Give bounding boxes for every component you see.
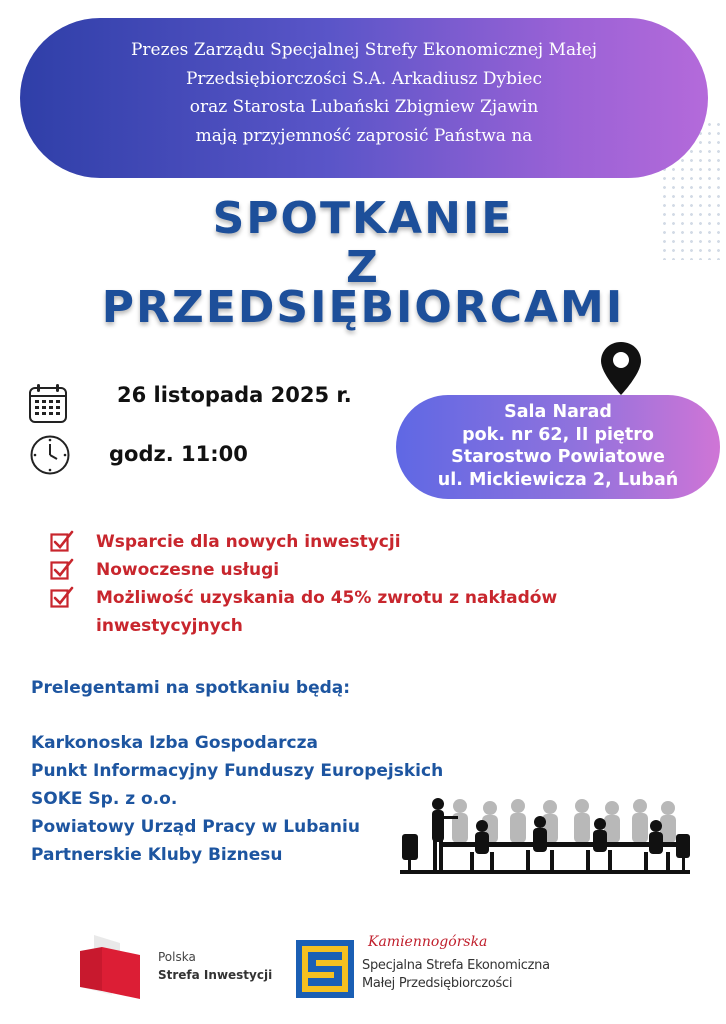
checkbox-icon [50, 558, 74, 580]
ssemp-logo [296, 940, 354, 998]
location-line: ul. Mickiewicza 2, Lubań [437, 469, 679, 490]
benefit-item: Nowoczesne usługi [96, 560, 280, 580]
speaker-item: Karkonoska Izba Gospodarcza [31, 733, 318, 753]
invitation-line: oraz Starosta Lubański Zbigniew Zjawin [189, 97, 539, 117]
psi-logo-text-line2: Strefa Inwestycji [158, 968, 273, 982]
invitation-line: mają przyjemność zaprosić Państwa na [195, 125, 533, 146]
event-title-line1: SPOTKANIE [212, 193, 514, 244]
event-title-line3: PRZEDSIĘBIORCAMI [101, 282, 625, 333]
invitation-line: Przedsiębiorczości S.A. Arkadiusz Dybiec [185, 68, 543, 89]
event-time: godz. 11:00 [109, 442, 248, 466]
speaker-item: Partnerskie Kluby Biznesu [31, 845, 283, 865]
speaker-item: Punkt Informacyjny Funduszy Europejskich [31, 761, 444, 781]
clock-icon [29, 434, 71, 476]
speaker-item: SOKE Sp. z o.o. [31, 789, 178, 809]
location-line: pok. nr 62, II piętro [462, 424, 654, 445]
ssemp-logo-script: Kamiennogórska [368, 934, 488, 950]
psi-logo-text-line1: Polska [158, 950, 196, 964]
location-line: Starostwo Powiatowe [451, 447, 665, 467]
checkbox-icon [50, 586, 74, 608]
benefit-item: Możliwość uzyskania do 45% zwrotu z nakładów [96, 588, 558, 608]
event-date: 26 listopada 2025 r. [117, 383, 352, 407]
polska-strefa-inwestycji-logo [80, 935, 142, 999]
invitation-text [20, 36, 708, 150]
ssemp-logo-text-line1: Specjalna Strefa Ekonomiczna [362, 958, 550, 973]
location-line: Sala Narad [504, 402, 612, 422]
invitation-line: Prezes Zarządu Specjalnej Strefy Ekonomicznej Małej [130, 40, 597, 60]
location-address [396, 401, 720, 491]
speaker-item: Powiatowy Urząd Pracy w Lubaniu [31, 817, 360, 837]
speakers-heading: Prelegentami na spotkaniu będą: [31, 678, 351, 698]
checkbox-icon [50, 530, 74, 552]
calendar-icon [28, 383, 68, 425]
ssemp-logo-text-line2: Małej Przedsiębiorczości [362, 976, 513, 991]
event-title-line2: Z [346, 242, 380, 293]
meeting-silhouette-illustration [400, 796, 696, 878]
benefit-item: Wsparcie dla nowych inwestycji [96, 532, 401, 552]
benefit-item-continuation: inwestycyjnych [96, 616, 243, 636]
